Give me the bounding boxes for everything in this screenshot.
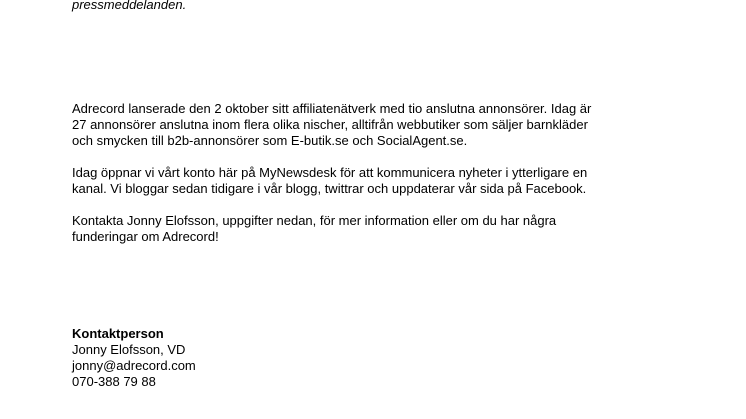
paragraph-line: kanal. Vi bloggar sedan tidigare i vår blogg, twittrar och uppdaterar vår sida på Facebook. [72,181,587,196]
paragraph-mynewsdesk [72,165,712,197]
contact-block [72,326,196,390]
contact-phone: 070-388 79 88 [72,374,156,389]
contact-name-title: Jonny Elofsson, VD [72,342,186,357]
contact-email[interactable]: jonny@adrecord.com [72,358,196,373]
intro-fragment: pressmeddelanden. [72,0,187,12]
paragraph-line: Kontakta Jonny Elofsson, uppgifter nedan, för mer information eller om du har några [72,213,557,228]
paragraph-line: och smycken till b2b-annonsörer som E-butik.se och SocialAgent.se. [72,133,468,148]
paragraph-launch [72,101,712,149]
paragraph-line: 27 annonsörer anslutna inom flera olika nischer, alltifrån webbutiker som säljer barnkläder [72,117,588,132]
paragraph-contact-invite [72,213,712,245]
press-release-body [72,101,712,261]
paragraph-line: Adrecord lanserade den 2 oktober sitt affiliatenätverk med tio anslutna annonsörer. Idag är [72,101,592,116]
paragraph-line: funderingar om Adrecord! [72,229,219,244]
contact-heading: Kontaktperson [72,326,164,341]
paragraph-line: Idag öppnar vi vårt konto här på MyNewsdesk för att kommunicera nyheter i ytterligare en [72,165,588,180]
